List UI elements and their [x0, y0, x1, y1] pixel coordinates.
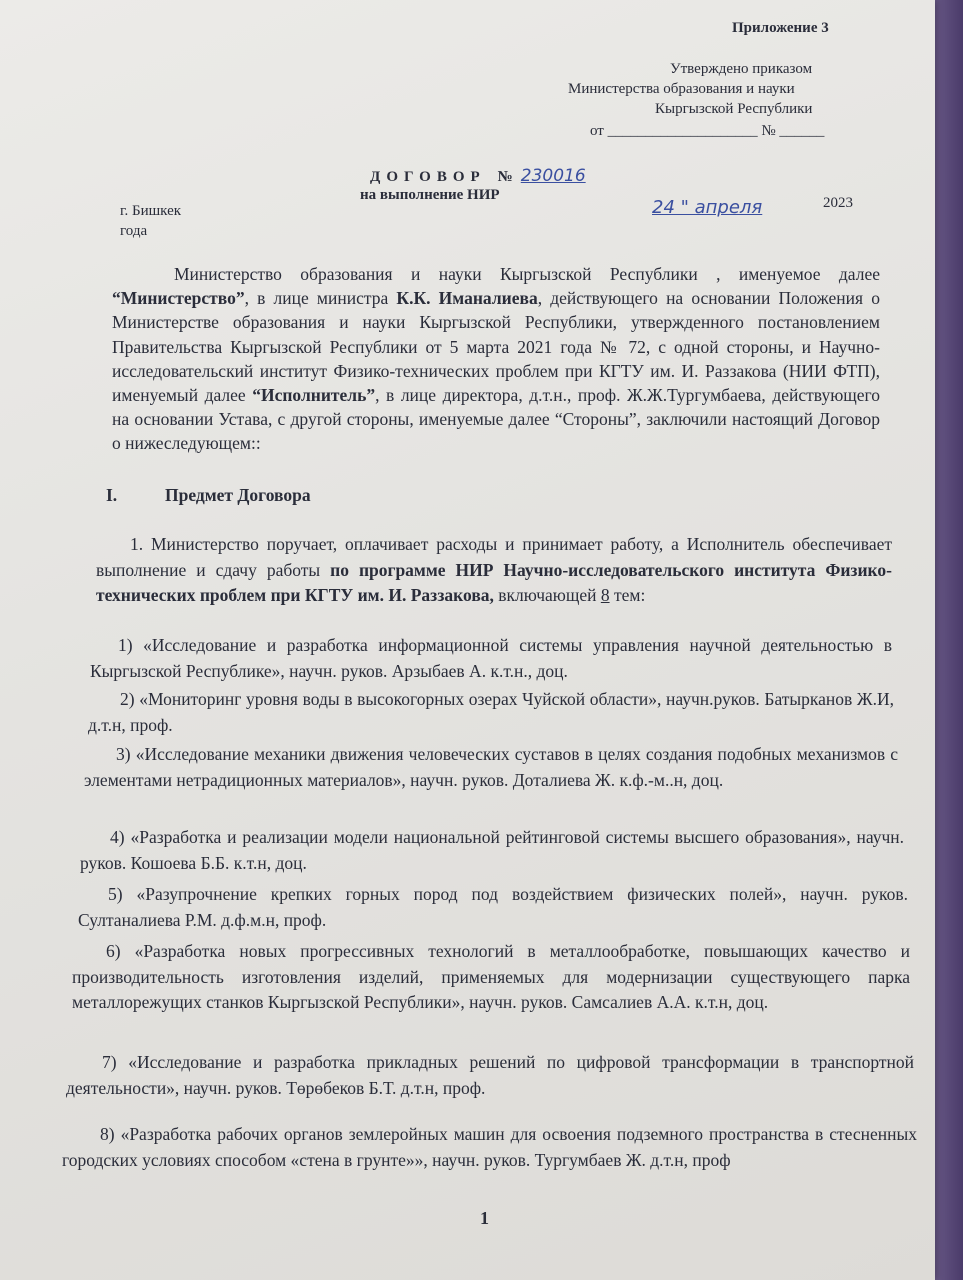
contract-number-prefix: №: [497, 169, 513, 185]
minister-name: К.К. Иманалиева: [396, 288, 538, 309]
program-name: по программе НИР Научно-исследовательского института Физико-технических проблем при КГТУ им. И. Раззакова,: [96, 559, 892, 605]
year: 2023: [823, 195, 853, 211]
list-item: 5) «Разупрочнение крепких горных пород под воздействием физических полей», научн. руков. Султаналиева Р.М. д.ф.м.н, проф.: [78, 884, 908, 930]
list-item: 3) «Исследование механики движения человеческих суставов в целях создания подобных механизмов с элементами нетрадиционных материалов», научн. руков. Доталиева Ж. к.ф.-м..н, доц.: [84, 744, 898, 790]
list-item: 4) «Разработка и реализации модели национальной рейтинговой системы высшего образования», научн. руков. Кошоева Б.Б. к.т.н, доц.: [80, 827, 904, 873]
list-item: 2) «Мониторинг уровня воды в высокогорных озерах Чуйской области», научн.руков. Батырканов Ж.И, д.т.н, проф.: [88, 689, 894, 735]
party-executor: “Исполнитель”: [252, 385, 376, 406]
list-item: 1) «Исследование и разработка информационной системы управления научной деятельностью в Кыргызской Республике», научн. руков. Арзыбаев А. к.т.н., доц.: [90, 635, 892, 681]
order-line: от ____________________ № ______: [590, 123, 825, 139]
clause-1: 1. Министерство поручает, оплачивает расходы и принимает работу, а Исполнитель обеспечивает выполнение и сдачу работы по программе НИР Научно-исследовательского института Физико-технических проблем при КГТУ им. И. Раззакова, включающей 8 тем:: [96, 534, 892, 605]
topic-count: 8: [600, 585, 610, 605]
year-suffix: года: [120, 223, 148, 239]
page-number: 1: [480, 1208, 489, 1228]
contract-title: [370, 166, 586, 186]
approval-line-1: Утверждено приказом: [670, 61, 813, 77]
city: г. Бишкек: [120, 203, 182, 219]
list-item: 7) «Исследование и разработка прикладных решений по цифровой трансформации в транспортной деятельности», научн. руков. Төрөбеков Б.Т. д.т.н, проф.: [66, 1052, 914, 1098]
section-heading: Предмет Договора: [165, 485, 311, 505]
list-item: 6) «Разработка новых прогрессивных технологий в металлообработке, повышающих качество и производительность изготовления изделий, применяемых для модернизации существующего парка металлорежущих станков Кыргызской Республики», научн. руков. Самсалиев А.А. к.т.н, доц.: [72, 941, 910, 1012]
approval-line-2: Министерства образования и науки: [568, 81, 795, 97]
contract-title-word: ДОГОВОР: [370, 169, 486, 185]
preamble-paragraph: Министерство образования и науки Кыргызской Республики , именуемое далее “Министерство”, в лице министра К.К. Иманалиева, действующего на основании Положения о Министерстве образования и науки Кыргызской Республики, утвержденного постановлением Правительства Кыргызской Республики от 5 марта 2021 года № 72, с одной стороны, и Научно-исследовательский институт Физико-технических проблем при КГТУ им. И. Раззакова (НИИ ФТП), именуемый далее “Исполнитель”, в лице директора, д.т.н., проф. Ж.Ж.Тургумбаева, действующего на основании Устава, с другой стороны, именуемые далее “Стороны”, заключили настоящий Договор о нижеследующем::: [112, 264, 880, 454]
appendix-label: Приложение 3: [732, 20, 829, 36]
contract-number-handwritten: 230016: [520, 166, 586, 186]
contract-subtitle: на выполнение НИР: [360, 187, 500, 203]
date-handwritten: 24 " апреля: [652, 197, 763, 218]
section-numeral: I.: [106, 485, 118, 505]
list-item: 8) «Разработка рабочих органов землеройных машин для освоения подземного пространства в стесненных городских условиях способом «стена в грунте»», научн. руков. Тургумбаев Ж. д.т.н, проф: [62, 1124, 917, 1170]
approval-line-3: Кыргызской Республики: [655, 101, 813, 117]
party-ministry: “Министерство”: [112, 288, 245, 309]
